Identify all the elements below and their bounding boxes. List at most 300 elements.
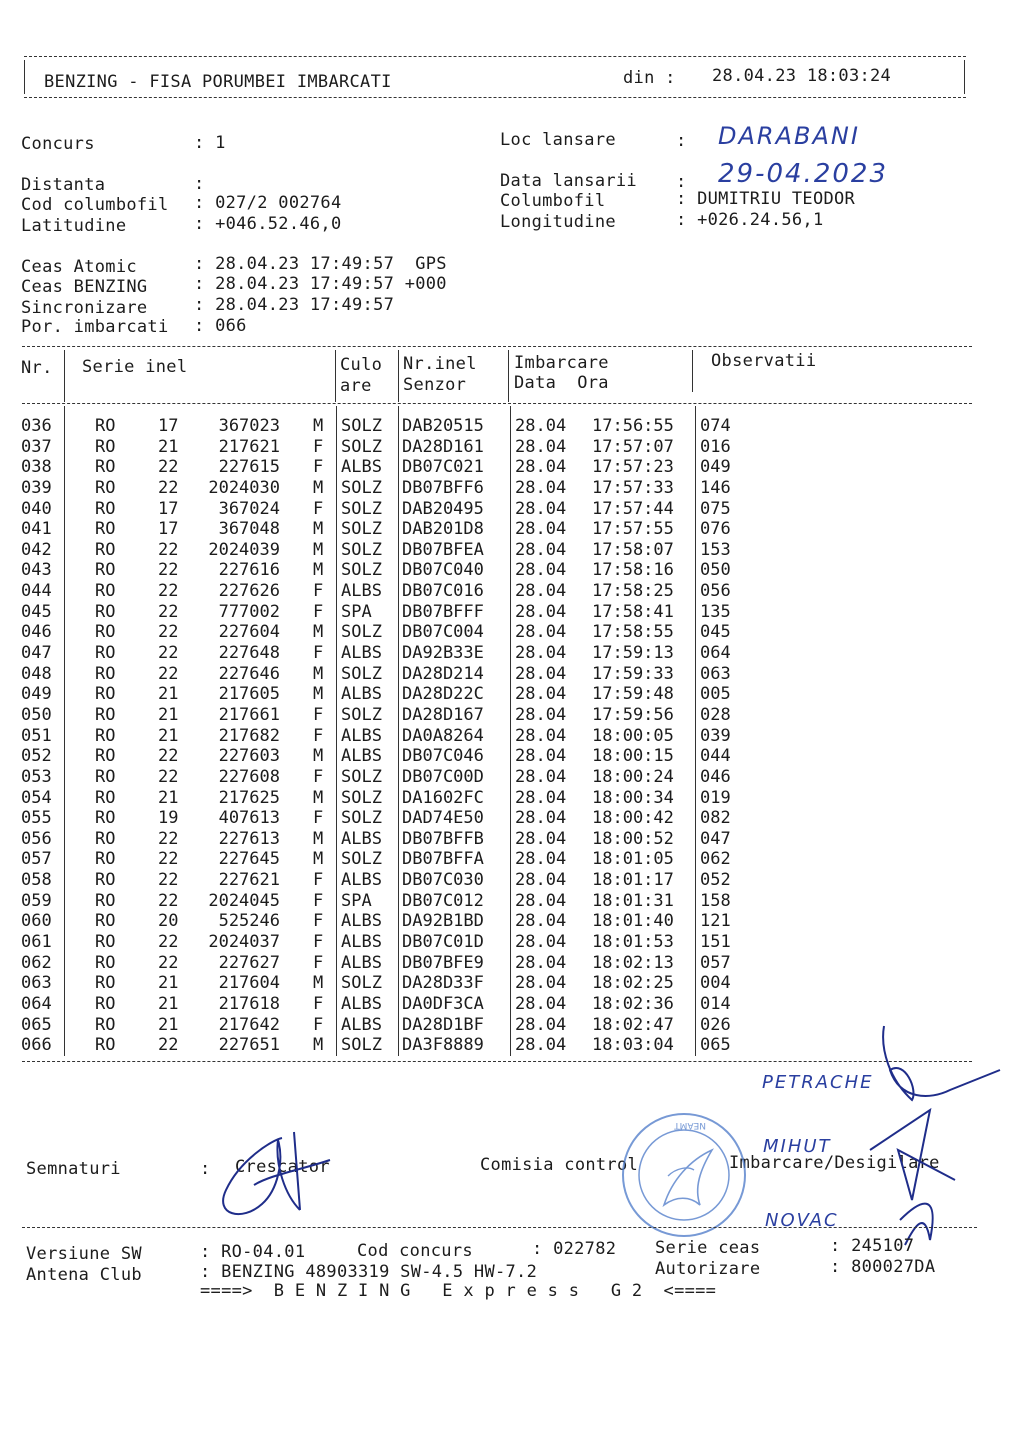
concurs-label: Concurs xyxy=(21,134,95,154)
row-nr: 050 xyxy=(21,704,52,725)
row-date: 28.04 xyxy=(515,581,567,602)
th-data-ora: Data Ora xyxy=(514,373,609,393)
row-nr: 039 xyxy=(21,477,52,498)
row-date: 28.04 xyxy=(515,932,567,953)
row-time: 18:02:36 xyxy=(592,993,674,1014)
row-country: RO xyxy=(95,993,116,1014)
serie-ceas-label: Serie ceas xyxy=(655,1238,761,1258)
row-sensor: DAB20515 xyxy=(402,416,484,436)
row-color: SPA xyxy=(341,601,372,622)
row-nr: 048 xyxy=(21,663,52,684)
row-country: RO xyxy=(95,416,116,436)
row-ring-number: 217605 xyxy=(218,684,280,705)
loc-lansare-colon: : xyxy=(676,131,687,151)
row-country: RO xyxy=(95,498,116,519)
row-nr: 047 xyxy=(21,643,52,664)
row-sex: M xyxy=(313,849,324,870)
row-date: 28.04 xyxy=(515,539,567,560)
columbofil-value: : DUMITRIU TEODOR xyxy=(676,189,856,209)
imbarcare-desigilare-label: Imbarcare/Desigilare xyxy=(729,1153,940,1173)
row-ring-number: 227646 xyxy=(218,663,280,684)
row-date: 28.04 xyxy=(515,457,567,478)
row-country: RO xyxy=(95,436,116,457)
row-ring-number: 367024 xyxy=(218,498,280,519)
row-time: 17:58:07 xyxy=(592,539,674,560)
cod-concurs-value: : 022782 xyxy=(532,1239,617,1259)
row-observatii: 028 xyxy=(700,704,731,725)
row-sensor: DA28D22C xyxy=(402,684,484,705)
row-ring-number: 367048 xyxy=(218,519,280,540)
row-year: 22 xyxy=(158,952,179,973)
row-date: 28.04 xyxy=(515,477,567,498)
row-time: 18:02:47 xyxy=(592,1014,674,1035)
row-observatii: 047 xyxy=(700,828,731,849)
footer-top-rule xyxy=(22,1227,977,1228)
row-country: RO xyxy=(95,601,116,622)
loc-lansare-label: Loc lansare xyxy=(500,130,616,150)
row-nr: 053 xyxy=(21,766,52,787)
row-color: ALBS xyxy=(341,932,382,953)
row-color: SPA xyxy=(341,890,372,911)
row-year: 17 xyxy=(158,498,179,519)
row-year: 22 xyxy=(158,601,179,622)
row-ring-number: 407613 xyxy=(218,808,280,829)
row-color: SOLZ xyxy=(341,663,382,684)
row-sex: F xyxy=(313,498,324,519)
row-sex: F xyxy=(313,457,324,478)
row-nr: 057 xyxy=(21,849,52,870)
ceas-benzing-label: Ceas BENZING xyxy=(21,277,148,297)
row-date: 28.04 xyxy=(515,849,567,870)
row-date: 28.04 xyxy=(515,973,567,994)
row-sensor: DAD74E50 xyxy=(402,808,484,829)
row-time: 18:00:15 xyxy=(592,746,674,767)
row-time: 17:56:55 xyxy=(592,416,674,436)
row-date: 28.04 xyxy=(515,952,567,973)
serie-ceas-value: : 245107 xyxy=(830,1236,915,1256)
row-observatii: 045 xyxy=(700,622,731,643)
versiune-sw-label: Versiune SW xyxy=(26,1244,142,1264)
row-color: SOLZ xyxy=(341,808,382,829)
row-date: 28.04 xyxy=(515,725,567,746)
row-sex: M xyxy=(313,416,324,436)
row-time: 18:00:42 xyxy=(592,808,674,829)
row-country: RO xyxy=(95,581,116,602)
data-lansarii-handwritten: 29-04.2023 xyxy=(718,159,888,189)
row-date: 28.04 xyxy=(515,436,567,457)
row-ring-number: 217682 xyxy=(218,725,280,746)
row-sensor: DB07C012 xyxy=(402,890,484,911)
row-date: 28.04 xyxy=(515,684,567,705)
row-country: RO xyxy=(95,643,116,664)
ceas-atomic-value: : 28.04.23 17:49:57 GPS xyxy=(194,254,447,274)
row-color: SOLZ xyxy=(341,498,382,519)
row-date: 28.04 xyxy=(515,560,567,581)
row-color: SOLZ xyxy=(341,539,382,560)
handwritten-name-petrache: PETRACHE xyxy=(762,1072,874,1093)
row-observatii: 063 xyxy=(700,663,731,684)
row-sensor: DA28D1BF xyxy=(402,1014,484,1035)
row-color: SOLZ xyxy=(341,519,382,540)
row-time: 18:01:40 xyxy=(592,911,674,932)
row-sensor: DA28D167 xyxy=(402,704,484,725)
row-observatii: 056 xyxy=(700,581,731,602)
th-senzor: Senzor xyxy=(403,375,467,395)
row-sensor: DA28D214 xyxy=(402,663,484,684)
row-color: ALBS xyxy=(341,684,382,705)
row-country: RO xyxy=(95,870,116,891)
row-sex: F xyxy=(313,890,324,911)
row-year: 22 xyxy=(158,663,179,684)
row-country: RO xyxy=(95,746,116,767)
row-sensor: DB07C00D xyxy=(402,766,484,787)
row-date: 28.04 xyxy=(515,1014,567,1035)
row-sensor: DB07BFE9 xyxy=(402,952,484,973)
row-sex: M xyxy=(313,684,324,705)
din-label: din : xyxy=(623,68,676,88)
row-year: 22 xyxy=(158,560,179,581)
row-year: 22 xyxy=(158,932,179,953)
desigilare-signature xyxy=(870,1110,955,1245)
row-sensor: DA28D161 xyxy=(402,436,484,457)
row-date: 28.04 xyxy=(515,890,567,911)
row-ring-number: 227648 xyxy=(218,643,280,664)
row-country: RO xyxy=(95,911,116,932)
row-sex: F xyxy=(313,704,324,725)
row-color: SOLZ xyxy=(341,973,382,994)
row-sex: F xyxy=(313,932,324,953)
row-year: 22 xyxy=(158,766,179,787)
row-time: 17:59:48 xyxy=(592,684,674,705)
row-sex: M xyxy=(313,973,324,994)
row-year: 22 xyxy=(158,622,179,643)
row-sex: M xyxy=(313,477,324,498)
row-sensor: DB07C016 xyxy=(402,581,484,602)
row-nr: 064 xyxy=(21,993,52,1014)
row-time: 18:00:24 xyxy=(592,766,674,787)
th-culoare-1: Culo xyxy=(340,355,383,375)
row-color: ALBS xyxy=(341,911,382,932)
row-year: 22 xyxy=(158,643,179,664)
row-date: 28.04 xyxy=(515,601,567,622)
row-sex: F xyxy=(313,808,324,829)
cod-columbofil-label: Cod columbofil xyxy=(21,195,169,215)
row-year: 21 xyxy=(158,725,179,746)
row-ring-number: 227645 xyxy=(218,849,280,870)
data-lansarii-label: Data lansarii xyxy=(500,171,637,191)
row-color: ALBS xyxy=(341,746,382,767)
row-sensor: DA1602FC xyxy=(402,787,484,808)
row-country: RO xyxy=(95,539,116,560)
row-date: 28.04 xyxy=(515,766,567,787)
row-ring-number: 217642 xyxy=(218,1014,280,1035)
row-ring-number: 227616 xyxy=(218,560,280,581)
row-date: 28.04 xyxy=(515,870,567,891)
row-observatii: 049 xyxy=(700,457,731,478)
row-ring-number: 217618 xyxy=(218,993,280,1014)
row-color: SOLZ xyxy=(341,560,382,581)
row-nr: 059 xyxy=(21,890,52,911)
row-country: RO xyxy=(95,477,116,498)
row-color: SOLZ xyxy=(341,1035,382,1056)
por-imbarcati-value: : 066 xyxy=(194,316,247,336)
row-nr: 066 xyxy=(21,1035,52,1056)
row-sensor: DB07C004 xyxy=(402,622,484,643)
versiune-sw-value: : RO-04.01 xyxy=(200,1242,306,1262)
row-time: 17:59:33 xyxy=(592,663,674,684)
row-sensor: DAB201D8 xyxy=(402,519,484,540)
latitudine-value: : +046.52.46,0 xyxy=(194,214,342,234)
row-observatii: 062 xyxy=(700,849,731,870)
row-ring-number: 367023 xyxy=(218,416,280,436)
row-nr: 054 xyxy=(21,787,52,808)
row-date: 28.04 xyxy=(515,746,567,767)
row-color: SOLZ xyxy=(341,477,382,498)
row-color: ALBS xyxy=(341,993,382,1014)
benzing-express-banner: ====> B E N Z I N G E x p r e s s G 2 <==== xyxy=(200,1281,717,1301)
row-country: RO xyxy=(95,890,116,911)
row-observatii: 004 xyxy=(700,973,731,994)
th-nrinel: Nr.inel xyxy=(403,354,477,374)
row-ring-number: 217604 xyxy=(218,973,280,994)
distanta-label: Distanta xyxy=(21,175,106,195)
row-color: ALBS xyxy=(341,828,382,849)
latitudine-label: Latitudine xyxy=(21,216,127,236)
row-time: 18:02:25 xyxy=(592,973,674,994)
row-color: SOLZ xyxy=(341,766,382,787)
row-observatii: 065 xyxy=(700,1035,731,1056)
row-year: 22 xyxy=(158,828,179,849)
row-sensor: DB07C040 xyxy=(402,560,484,581)
row-date: 28.04 xyxy=(515,828,567,849)
row-date: 28.04 xyxy=(515,787,567,808)
row-year: 19 xyxy=(158,808,179,829)
th-observatii: Observatii xyxy=(711,351,817,371)
row-color: SOLZ xyxy=(341,704,382,725)
row-year: 21 xyxy=(158,436,179,457)
row-observatii: 057 xyxy=(700,952,731,973)
row-sex: F xyxy=(313,1014,324,1035)
row-observatii: 039 xyxy=(700,725,731,746)
row-sensor: DB07BFEA xyxy=(402,539,484,560)
row-color: ALBS xyxy=(341,643,382,664)
row-sex: F xyxy=(313,870,324,891)
row-sex: F xyxy=(313,766,324,787)
row-time: 18:01:31 xyxy=(592,890,674,911)
row-country: RO xyxy=(95,973,116,994)
row-country: RO xyxy=(95,519,116,540)
row-nr: 042 xyxy=(21,539,52,560)
row-date: 28.04 xyxy=(515,519,567,540)
th-culoare-2: are xyxy=(340,376,372,396)
th-serie-inel: Serie inel xyxy=(82,357,188,377)
row-nr: 061 xyxy=(21,932,52,953)
row-nr: 051 xyxy=(21,725,52,746)
row-country: RO xyxy=(95,622,116,643)
row-time: 18:03:04 xyxy=(592,1035,674,1056)
row-ring-number: 2024045 xyxy=(208,890,280,911)
row-time: 18:01:17 xyxy=(592,870,674,891)
row-year: 17 xyxy=(158,519,179,540)
longitudine-label: Longitudine xyxy=(500,212,616,232)
ceas-benzing-value: : 28.04.23 17:49:57 +000 xyxy=(194,274,447,294)
row-nr: 063 xyxy=(21,973,52,994)
row-country: RO xyxy=(95,828,116,849)
columbofil-label: Columbofil xyxy=(500,191,606,211)
row-sex: F xyxy=(313,601,324,622)
association-stamp xyxy=(623,1114,745,1236)
row-sex: M xyxy=(313,1035,324,1056)
row-sex: M xyxy=(313,560,324,581)
row-nr: 043 xyxy=(21,560,52,581)
row-color: SOLZ xyxy=(341,787,382,808)
row-date: 28.04 xyxy=(515,416,567,436)
row-sex: F xyxy=(313,581,324,602)
row-color: ALBS xyxy=(341,1014,382,1035)
row-time: 18:00:34 xyxy=(592,787,674,808)
row-year: 22 xyxy=(158,746,179,767)
row-ring-number: 227627 xyxy=(218,952,280,973)
data-lansarii-colon: : xyxy=(676,172,687,192)
row-observatii: 026 xyxy=(700,1014,731,1035)
row-year: 21 xyxy=(158,973,179,994)
row-observatii: 075 xyxy=(700,498,731,519)
row-nr: 065 xyxy=(21,1014,52,1035)
row-date: 28.04 xyxy=(515,643,567,664)
row-sensor: DA28D33F xyxy=(402,973,484,994)
row-time: 17:58:41 xyxy=(592,601,674,622)
row-color: SOLZ xyxy=(341,622,382,643)
row-observatii: 014 xyxy=(700,993,731,1014)
row-sex: M xyxy=(313,663,324,684)
row-color: SOLZ xyxy=(341,849,382,870)
row-sex: M xyxy=(313,746,324,767)
autorizare-label: Autorizare xyxy=(655,1259,761,1279)
control-signature xyxy=(883,1026,1000,1100)
row-year: 21 xyxy=(158,993,179,1014)
row-ring-number: 2024039 xyxy=(208,539,280,560)
row-color: ALBS xyxy=(341,457,382,478)
row-observatii: 135 xyxy=(700,601,731,622)
row-color: ALBS xyxy=(341,581,382,602)
row-country: RO xyxy=(95,787,116,808)
row-sensor: DB07BFFF xyxy=(402,601,484,622)
row-observatii: 121 xyxy=(700,911,731,932)
row-sex: F xyxy=(313,725,324,746)
row-date: 28.04 xyxy=(515,808,567,829)
row-observatii: 074 xyxy=(700,416,731,436)
row-observatii: 151 xyxy=(700,932,731,953)
longitudine-value: : +026.24.56,1 xyxy=(676,210,824,230)
row-country: RO xyxy=(95,457,116,478)
row-year: 22 xyxy=(158,890,179,911)
row-nr: 037 xyxy=(21,436,52,457)
row-year: 17 xyxy=(158,416,179,436)
row-nr: 049 xyxy=(21,684,52,705)
crescator-label: Crescator xyxy=(235,1157,330,1177)
row-year: 22 xyxy=(158,477,179,498)
row-time: 17:58:25 xyxy=(592,581,674,602)
row-sensor: DB07BFFA xyxy=(402,849,484,870)
row-country: RO xyxy=(95,952,116,973)
row-nr: 060 xyxy=(21,911,52,932)
th-nr: Nr. xyxy=(21,358,53,378)
row-date: 28.04 xyxy=(515,993,567,1014)
row-sex: M xyxy=(313,787,324,808)
row-observatii: 052 xyxy=(700,870,731,891)
distanta-value: : xyxy=(194,174,205,194)
row-sex: F xyxy=(313,911,324,932)
row-sensor: DB07BFFB xyxy=(402,828,484,849)
row-observatii: 019 xyxy=(700,787,731,808)
row-observatii: 016 xyxy=(700,436,731,457)
crescator-signature xyxy=(223,1132,330,1214)
row-country: RO xyxy=(95,663,116,684)
row-observatii: 050 xyxy=(700,560,731,581)
cod-columbofil-value: : 027/2 002764 xyxy=(194,193,342,213)
row-sex: M xyxy=(313,519,324,540)
semnaturi-colon: : xyxy=(200,1159,211,1179)
row-date: 28.04 xyxy=(515,498,567,519)
row-year: 22 xyxy=(158,581,179,602)
row-country: RO xyxy=(95,766,116,787)
row-time: 17:57:44 xyxy=(592,498,674,519)
handwritten-name-mihut: MIHUT xyxy=(763,1136,832,1157)
row-ring-number: 217621 xyxy=(218,436,280,457)
row-nr: 045 xyxy=(21,601,52,622)
row-year: 22 xyxy=(158,849,179,870)
handwritten-name-novac: NOVAC xyxy=(765,1210,839,1231)
row-nr: 046 xyxy=(21,622,52,643)
row-country: RO xyxy=(95,1035,116,1056)
row-nr: 040 xyxy=(21,498,52,519)
por-imbarcati-label: Por. imbarcati xyxy=(21,317,169,337)
row-time: 17:57:55 xyxy=(592,519,674,540)
row-year: 21 xyxy=(158,684,179,705)
row-observatii: 153 xyxy=(700,539,731,560)
row-time: 17:58:55 xyxy=(592,622,674,643)
row-time: 18:01:05 xyxy=(592,849,674,870)
row-year: 21 xyxy=(158,1014,179,1035)
row-ring-number: 227626 xyxy=(218,581,280,602)
row-observatii: 046 xyxy=(700,766,731,787)
row-time: 17:58:16 xyxy=(592,560,674,581)
row-nr: 036 xyxy=(21,416,52,436)
row-time: 17:59:56 xyxy=(592,704,674,725)
row-ring-number: 227608 xyxy=(218,766,280,787)
row-country: RO xyxy=(95,560,116,581)
row-nr: 038 xyxy=(21,457,52,478)
row-date: 28.04 xyxy=(515,1035,567,1056)
row-time: 18:01:53 xyxy=(592,932,674,953)
row-time: 17:59:13 xyxy=(592,643,674,664)
cod-concurs-label: Cod concurs xyxy=(357,1241,473,1261)
row-year: 22 xyxy=(158,457,179,478)
row-sensor: DB07C01D xyxy=(402,932,484,953)
row-sex: F xyxy=(313,643,324,664)
row-year: 22 xyxy=(158,1035,179,1056)
antena-club-value: : BENZING 48903319 SW-4.5 HW-7.2 xyxy=(200,1262,538,1282)
row-country: RO xyxy=(95,808,116,829)
row-ring-number: 227651 xyxy=(218,1035,280,1056)
row-year: 22 xyxy=(158,870,179,891)
row-ring-number: 2024030 xyxy=(208,477,280,498)
row-color: SOLZ xyxy=(341,436,382,457)
row-date: 28.04 xyxy=(515,622,567,643)
row-sex: M xyxy=(313,622,324,643)
row-nr: 062 xyxy=(21,952,52,973)
row-time: 18:02:13 xyxy=(592,952,674,973)
